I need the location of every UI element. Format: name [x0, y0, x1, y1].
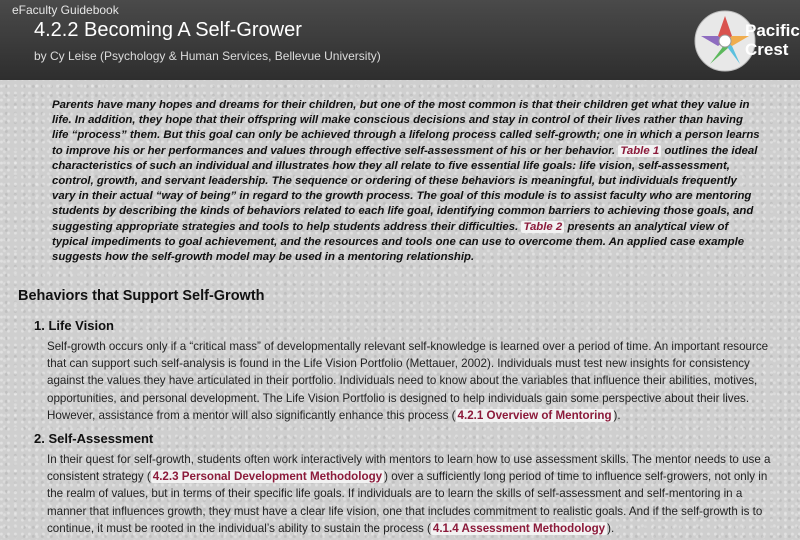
intro-text-2: outlines the ideal characteristics of such an individual and illustrates how they all relate to five essential life goals: life vision, self-assessment, control, growth, and servant leadership. The sequence or ordering of these behaviors is meaningful, but individuals frequently vary in their actual “way of being” in regard to the growth process. The goal of this module is to assist faculty who are mentoring students by describing the kinds of behaviors related to each life goal, identifying common barriers to achieving those goals, and suggesting appropriate strategies and tools to help students address their difficulties. [52, 144, 758, 233]
logo-line-1: Pacific [745, 21, 800, 40]
page-title: 4.2.2 Becoming A Self-Grower [34, 19, 302, 41]
self-assessment-text-1: In their quest for self-growth, students often work interactively with mentors to learn how to use assessment skills. The mentor needs to use a consistent strategy ( [47, 453, 771, 484]
intro-text-1: Parents have many hopes and dreams for their children, but one of the most common is that their children get what they value in life. In addition, they hope that their offspring will make conscious decisions and stay in control of their lives rather than having life “process” them. But this goal can only be achieved through a lifelong process called self-growth; one in which a person learns to improve his or her performances and values through effective self-assessment of his or her behavior. [52, 99, 760, 157]
life-vision-paragraph [47, 338, 782, 424]
intro-paragraph [52, 98, 762, 265]
life-vision-heading: 1. Life Vision [34, 318, 114, 333]
life-vision-text-2: ). [613, 408, 621, 422]
guidebook-label: eFaculty Guidebook [12, 3, 119, 17]
assessment-methodology-link[interactable]: 4.1.4 Assessment Methodology [432, 521, 606, 535]
overview-of-mentoring-link[interactable]: 4.2.1 Overview of Mentoring [457, 408, 612, 422]
pacific-crest-logo[interactable] [692, 8, 800, 74]
author-byline: by Cy Leise (Psychology & Human Services, Bellevue University) [34, 49, 381, 63]
self-assessment-text-3: ). [607, 521, 615, 535]
self-assessment-paragraph [47, 451, 782, 537]
personal-development-methodology-link[interactable]: 4.2.3 Personal Development Methodology [152, 470, 383, 484]
section-heading: Behaviors that Support Self-Growth [18, 288, 265, 304]
header-bar [0, 0, 800, 80]
table-2-link[interactable]: Table 2 [523, 220, 563, 233]
intro-text-3: presents an analytical view of typical impediments to goal achievement, and the resources and tools one can use to overcome them. An applied case example suggests how the self-growth model may be used in a mentoring relationship. [52, 220, 745, 264]
self-assessment-heading: 2. Self-Assessment [34, 431, 154, 446]
table-1-link[interactable]: Table 1 [620, 144, 660, 157]
logo-line-2: Crest [745, 40, 789, 59]
self-assessment-text-2: ) over a sufficiently long period of time to influence self-growers, not only in the realm of values, but in terms of their specific life goals. If individuals are to learn the skills of self-assessment and self-mentoring in a manner that influences growth, they must have a clear life vision, one that includes commitment to realistic goals. And if the self-growth is to continue, it must be rooted in the individual’s ability to sustain the process ( [47, 470, 768, 535]
life-vision-text-1: Self-growth occurs only if a “critical mass” of developmentally relevant self-knowledge is learned over a period of time. An important resource that can support such self-analysis is found in the Life Vision Portfolio (Mettauer, 2002). Individuals must test new insights for consistency against the values they have articulated in their portfolio. Individuals need to know about the variables that influence their abilities, motives, opportunities, and personal development. The Life Vision Portfolio is designed to help individuals gain some perspective about their lives. However, assistance from a mentor will also significantly enhance this process ( [47, 340, 769, 422]
logo-text [745, 21, 800, 59]
